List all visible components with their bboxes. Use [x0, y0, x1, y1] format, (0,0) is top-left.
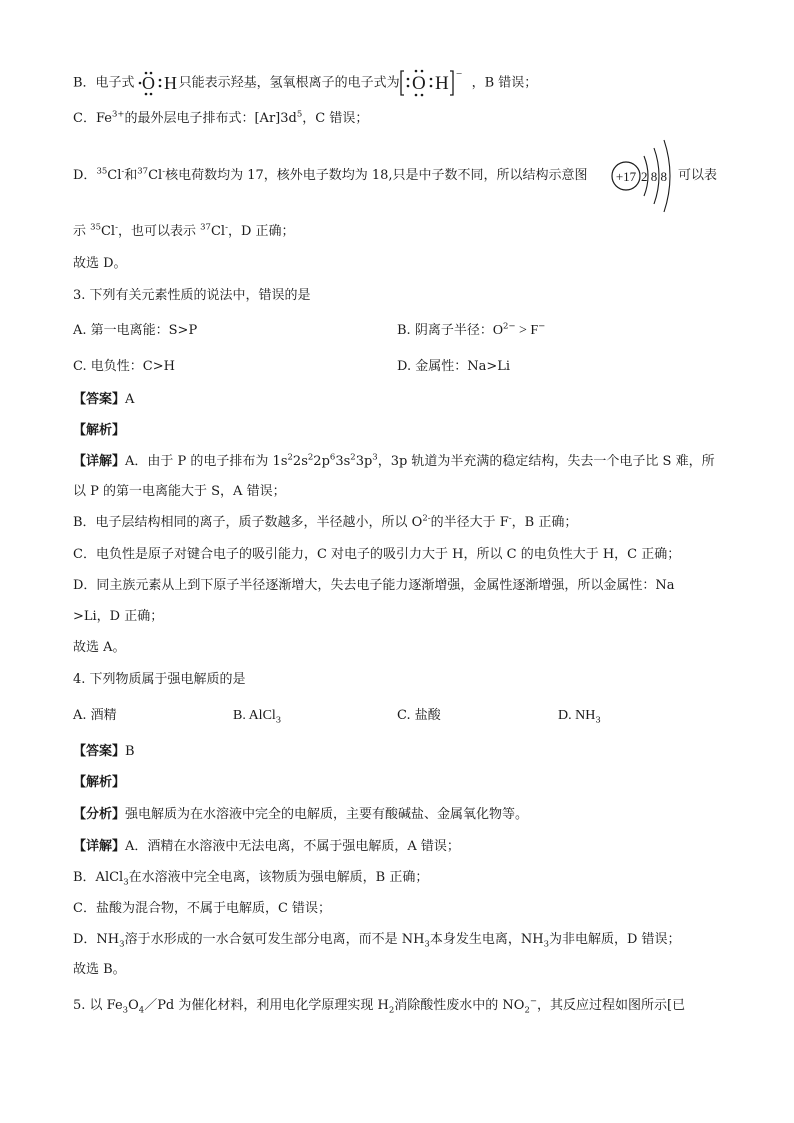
q4-detail-a: 【详解】A．酒精在水溶液中无法电离，不属于强电解质，A 错误； — [73, 839, 460, 854]
q3-option-b: B. 阴离子半径：$O^{2-} > F^-$ — [397, 321, 546, 338]
svg-text:H: H — [163, 73, 177, 93]
q3-stem: 3. 下列有关元素性质的说法中，错误的是 — [73, 288, 311, 303]
q4-detail-b: B．AlCl$_3$在水溶液中完全电离，该物质为强电解质，B 正确； — [73, 870, 429, 888]
q4-analysis-heading: 【解析】 — [73, 775, 126, 790]
q4-option-d: D. $NH_3$ — [558, 708, 601, 726]
q3-option-a: A. 第一电离能：S>P — [73, 323, 198, 338]
q4-option-c: C. 盐酸 — [397, 708, 441, 723]
svg-text:2 8 8: 2 8 8 — [641, 169, 667, 184]
q2-conclusion: 故选 D。 — [73, 256, 127, 271]
q4-detail-d: D．$NH_3$溶于水形成的一水合氨可发生部分电离，而不是 $NH_3$本身发生电离，$NH_3$为非电解质，D 错误； — [73, 932, 681, 950]
q3-option-d: D. 金属性：Na>Li — [397, 359, 511, 374]
svg-text:−: − — [455, 68, 462, 80]
q3-detail-a-continued: 以 P 的第一电离能大于 S，A 错误； — [73, 484, 286, 499]
svg-text:O: O — [411, 73, 426, 94]
q4-option-b: B. AlCl$_3$ — [233, 708, 282, 726]
hydroxide-electron-formula — [400, 68, 472, 98]
q3-analysis-heading: 【解析】 — [73, 423, 126, 438]
q4-option-a: A. 酒精 — [73, 708, 117, 723]
q3-conclusion: 故选 A。 — [73, 640, 126, 655]
q4-fenxi: 【分析】强电解质为在水溶液中完全的电解质，主要有酸碱盐、金属氧化物等。 — [73, 807, 529, 822]
q2-option-b-explanation: B．电子式 O H 只能表示羟基，氢氧根离子的电子式为 O H − ，B 错误； — [73, 68, 537, 98]
q4-conclusion: 故选 B。 — [73, 962, 126, 977]
q3-option-c: C. 电负性：C>H — [73, 359, 175, 374]
chloride-structure-diagram — [606, 136, 678, 216]
svg-text:H: H — [434, 73, 449, 94]
q3-detail-d: D．同主族元素从上到下原子半径逐渐增大，失去电子能力逐渐增强，金属性逐渐增强，所以金属性：Na — [73, 578, 675, 593]
q2-option-d-tail: 可以表 — [678, 168, 718, 183]
q5-stem: 5. 以 $Fe_3O_4/Pd$ 为催化材料，利用电化学原理实现 $H_2$消除酸性废水中的 $NO_2^-$，其反应过程如图所示[已 — [73, 996, 686, 1016]
hydroxyl-electron-formula — [135, 70, 179, 96]
q3-detail-a: 【详解】A．由于 P 的电子排布为 $1s^22s^22p^63s^23p^3$，3p 轨道为半充满的稳定结构，失去一个电子比 S 难，所 — [73, 452, 715, 469]
svg-text:O: O — [141, 73, 155, 93]
svg-text:+17: +17 — [615, 169, 637, 184]
q3-detail-b: B．电子层结构相同的离子，质子数越多，半径越小，所以 $O^{2-}$的半径大于 F-，B 正确； — [73, 513, 578, 530]
q2-option-d-explanation: D．$^{35}$Cl-和$^{37}$Cl-核电荷数均为 17，核外电子数均为 18,只是中子数不同，所以结构示意图 — [73, 166, 588, 183]
q3-answer: 【答案】A — [73, 392, 135, 407]
q2-option-c-explanation: C．$Fe^{3+}$的最外层电子排布式：$[Ar]3d^5$，C 错误； — [73, 109, 369, 126]
q2-option-d-continued: 示 $^{35}$Cl-，也可以表示 $^{37}$Cl-，D 正确； — [73, 222, 295, 239]
q4-stem: 4. 下列物质属于强电解质的是 — [73, 672, 246, 687]
q4-answer: 【答案】B — [73, 744, 135, 759]
q3-detail-d-continued: >Li，D 正确； — [73, 609, 164, 624]
q3-detail-c: C．电负性是原子对键合电子的吸引能力，C 对电子的吸引力大于 H，所以 C 的电负性大于 H，C 正确； — [73, 547, 681, 562]
q4-detail-c: C．盐酸为混合物，不属于电解质，C 错误； — [73, 901, 332, 916]
